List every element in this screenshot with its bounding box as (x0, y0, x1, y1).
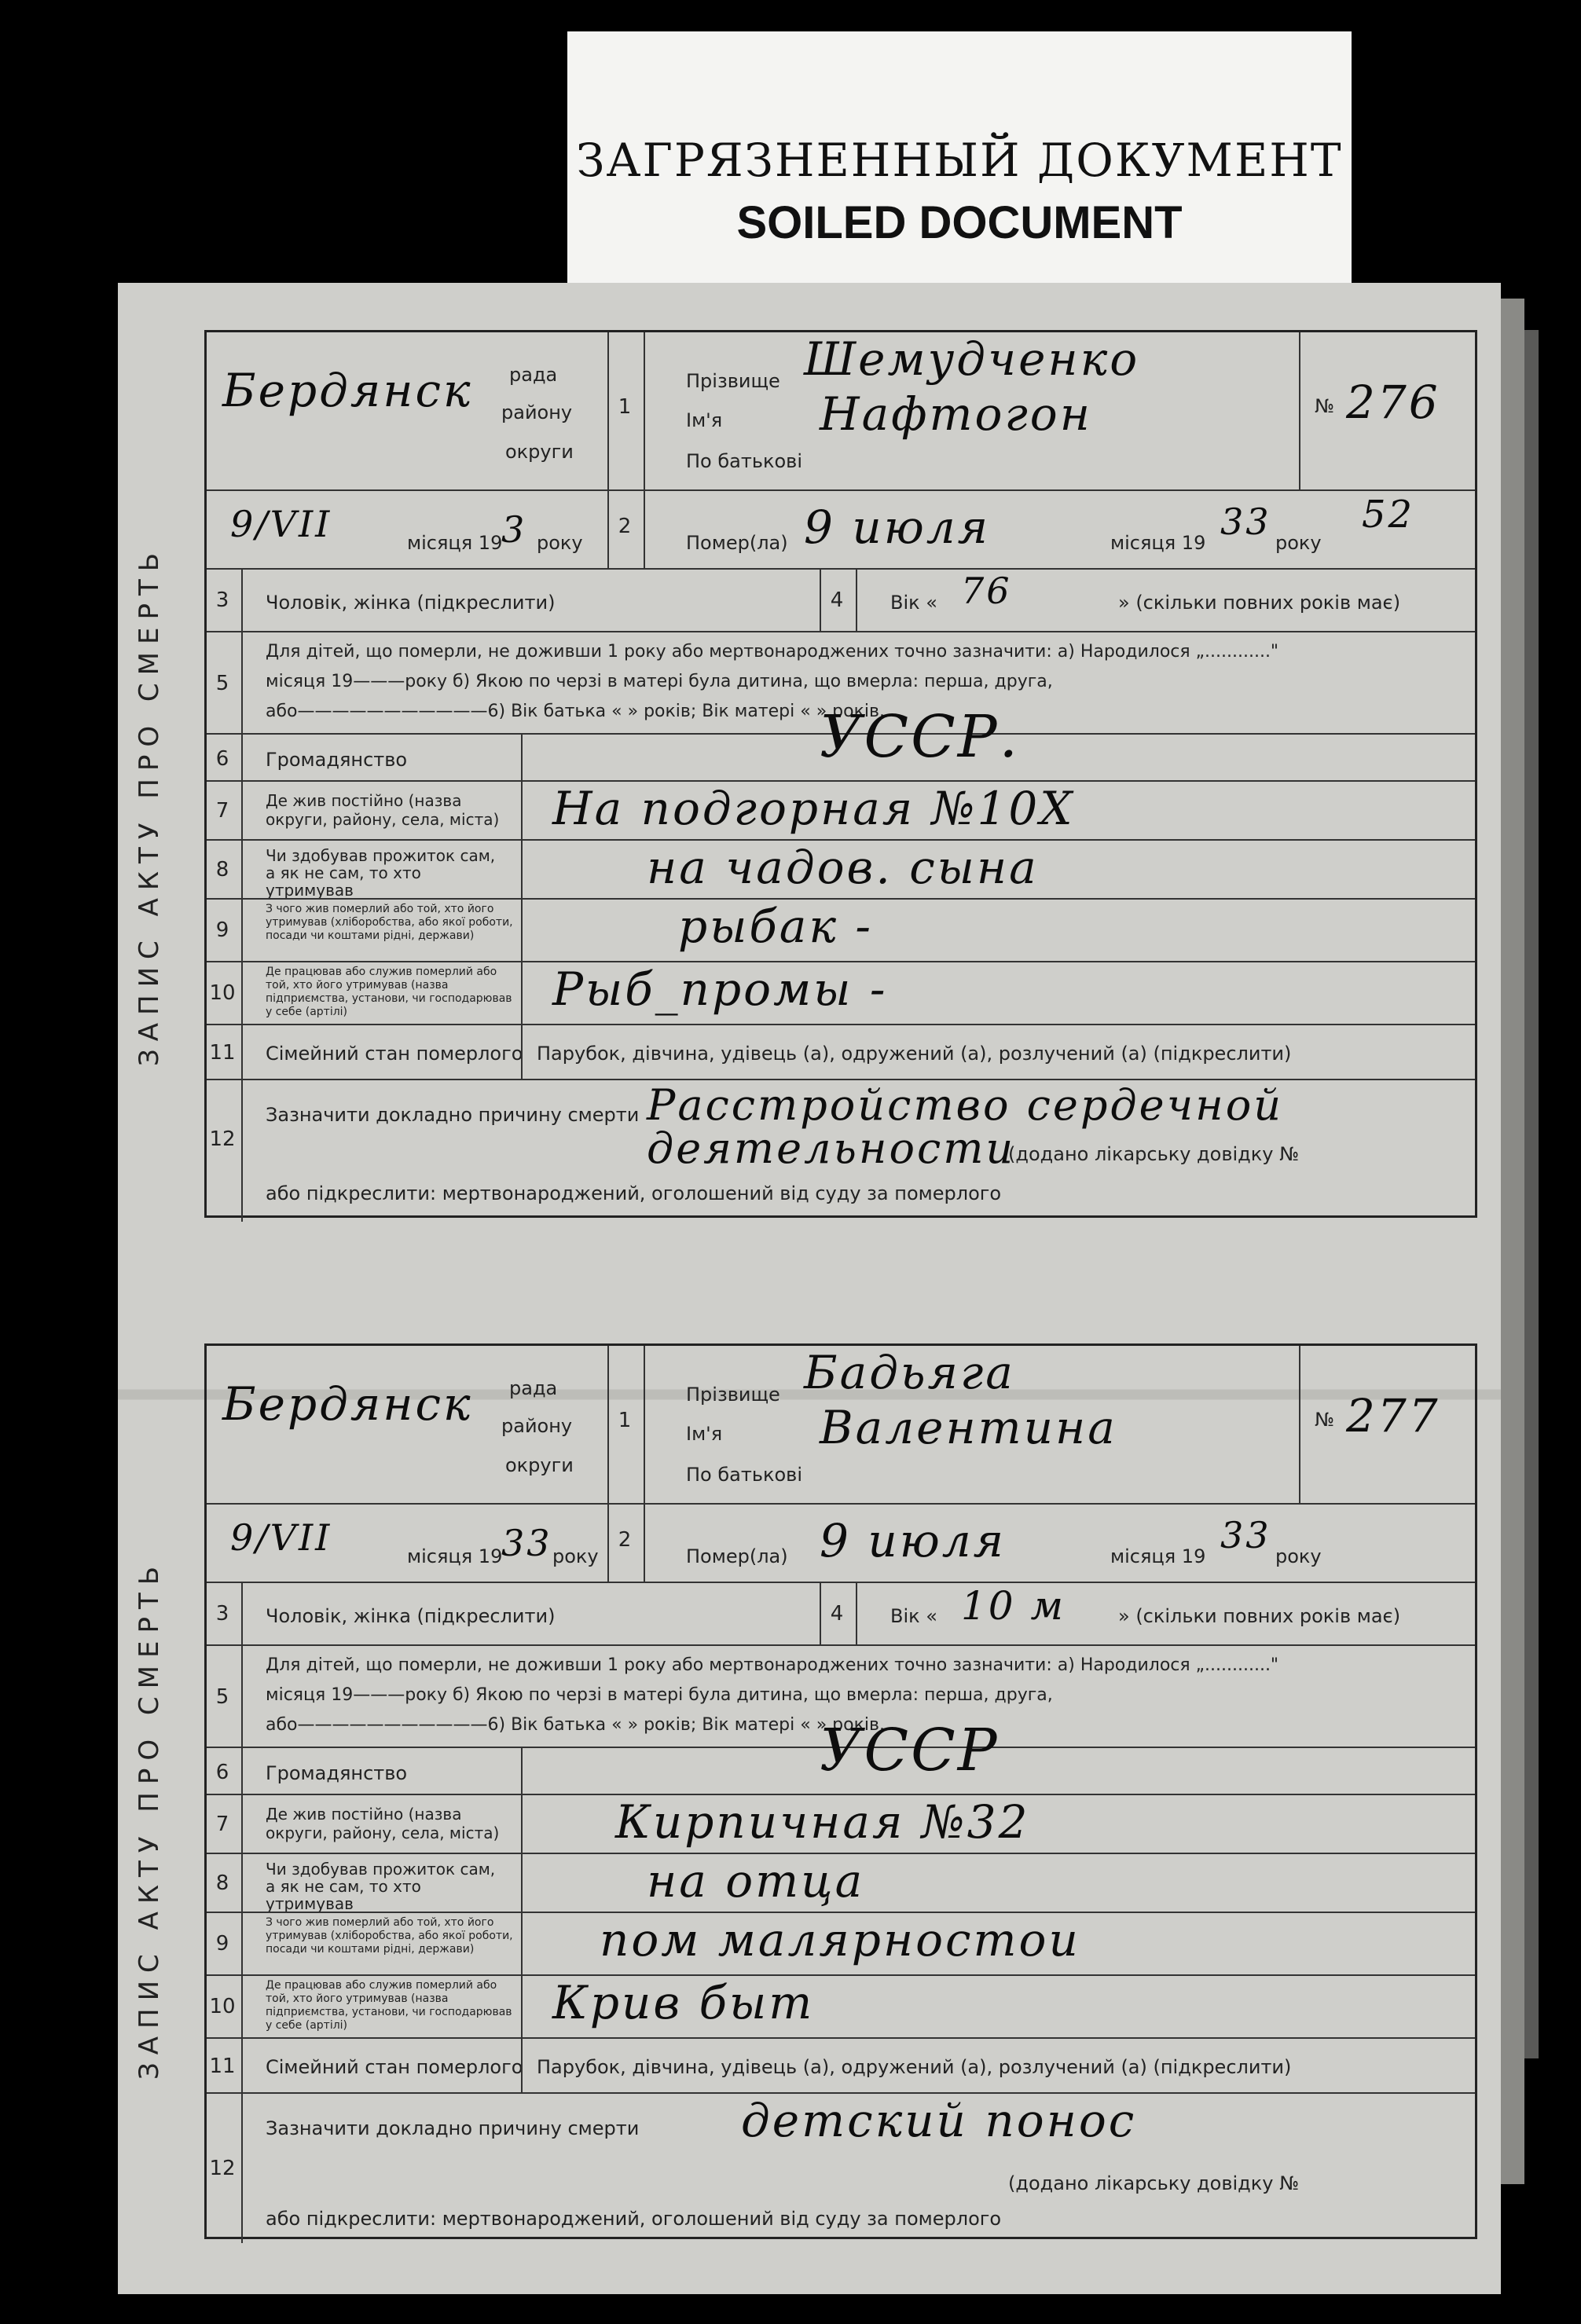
marital-label: Сімейний стан померлого (266, 1043, 523, 1065)
year-label: року (537, 532, 583, 554)
row-dates (207, 1503, 1475, 1582)
paper-edge (1501, 299, 1524, 2184)
death-day: 9 июля (804, 500, 991, 554)
death-month-label: місяця 19 (1110, 532, 1206, 554)
surname-value: Бадьяга (804, 1346, 1015, 1399)
rada-label: рада (509, 1377, 558, 1399)
citizenship-label: Громадянство (266, 749, 408, 771)
row-number: 11 (209, 2055, 236, 2078)
infant-line-1: Для дітей, що померли, не доживши 1 року або мертвонароджених точно зазначити: а) Народилося „............" (266, 1655, 1279, 1675)
raionu-label: району (501, 401, 573, 423)
infant-line-1: Для дітей, що померли, не доживши 1 року або мертвонароджених точно зазначити: а) Народилося „............" (266, 642, 1279, 662)
row-number: 3 (215, 1602, 229, 1626)
living-value: рыбак - (678, 900, 874, 953)
death-year: 33 (1220, 500, 1271, 543)
surname-value: Шемудченко (804, 332, 1140, 386)
rada-label: рада (509, 364, 558, 386)
row-number: 11 (209, 1041, 236, 1065)
record-number: 276 (1346, 376, 1440, 429)
patronymic-label: По батькові (686, 1464, 802, 1486)
residence-label: Де жив постійно (назва округи, району, села, міста) (266, 1805, 500, 1842)
soiled-document-label (567, 31, 1352, 291)
died-label: Помер(ла) (686, 1545, 788, 1567)
age-label: Вік « (890, 1605, 937, 1627)
raionu-label: району (501, 1415, 573, 1437)
cause-footer: або підкреслити: мертвонароджений, оголошений від суду за померлого (266, 1182, 1002, 1204)
row-number: 9 (215, 918, 229, 942)
row-residence (207, 1794, 1475, 1853)
death-record-1 (118, 283, 1501, 1265)
death-year-label: року (1275, 532, 1322, 554)
citizenship-value: УССР (820, 1717, 1000, 1784)
row-residence (207, 780, 1475, 839)
patronymic-label: По батькові (686, 450, 802, 472)
year-label: року (552, 1545, 599, 1567)
cause-footer: або підкреслити: мертвонароджений, оголошений від суду за померлого (266, 2208, 1002, 2230)
infant-line-2: місяця 19———року б) Якою по черзі в матері була дитина, що вмерла: перша, друга, (266, 1685, 1053, 1705)
cause-note: (додано лікарську довідку № (1008, 1143, 1300, 1165)
cause-value-1: Расстройство сердечной (647, 1080, 1284, 1130)
row-number: 3 (215, 588, 229, 612)
number-sign: № (1315, 1409, 1334, 1431)
record-number: 277 (1346, 1389, 1440, 1442)
vertical-title: ЗАПИС АКТУ ПРО СМЕРТЬ (134, 544, 165, 1066)
row-living (207, 1912, 1475, 1974)
row-number: 8 (215, 858, 229, 882)
row-cause (207, 1079, 1475, 1220)
row-number: 7 (215, 1813, 229, 1836)
row-living (207, 898, 1475, 961)
row-number: 12 (209, 1127, 236, 1151)
infant-line-3: або———————————6) Вік батька « » років; Вік матері « » років. (266, 702, 885, 721)
document-sheet (118, 283, 1501, 2294)
residence-value: На подгорная №10Х (552, 782, 1075, 835)
row-marital (207, 1024, 1475, 1079)
death-year: 33 (1220, 1514, 1271, 1556)
cause-value-2: деятельности (647, 1124, 1016, 1173)
sex-label: Чоловік, жінка (підкреслити) (266, 592, 556, 614)
row-dates (207, 489, 1475, 568)
death-day: 9 июля (820, 1514, 1007, 1567)
row-work (207, 1974, 1475, 2037)
place-value: Бердянск (222, 1377, 473, 1431)
row-names (207, 332, 1475, 489)
residence-value: Кирпичная №32 (615, 1795, 1030, 1849)
age-value: 10 м (961, 1583, 1066, 1629)
row-number: 10 (209, 981, 236, 1005)
okruhy-label: округи (505, 441, 574, 463)
row-number: 6 (215, 747, 229, 771)
row-number: 8 (215, 1871, 229, 1895)
month-label: місяця 19 (407, 532, 503, 554)
row-number: 1 (618, 1409, 632, 1432)
record-form (204, 330, 1477, 1218)
support-label: Чи здобував прожиток сам, а як не сам, то хто утримував (266, 1860, 496, 1913)
marital-options: Парубок, дівчина, удівець (а), одружений (а), розлучений (а) (підкреслити) (537, 2056, 1292, 2078)
name-value: Валентина (820, 1401, 1117, 1454)
record-form (204, 1343, 1477, 2239)
infant-line-3: або———————————6) Вік батька « » років; Вік матері « » років. (266, 1715, 885, 1735)
surname-label: Прізвище (686, 370, 780, 392)
living-value: пом малярностои (600, 1913, 1080, 1967)
work-value: Крив быт (552, 1976, 815, 2029)
residence-label: Де жив постійно (назва округи, району, села, міста) (266, 791, 500, 829)
paper-edge-shadow (1524, 330, 1539, 2058)
row-number: 6 (215, 1761, 229, 1784)
vertical-title: ЗАПИС АКТУ ПРО СМЕРТЬ (134, 1558, 165, 2080)
row-number: 4 (830, 588, 844, 612)
month-label: місяця 19 (407, 1545, 503, 1567)
number-sign: № (1315, 395, 1334, 417)
cause-value-1: детский понос (741, 2094, 1137, 2147)
label-russian: ЗАГРЯЗНЕННЫЙ ДОКУМЕНТ (576, 134, 1343, 187)
sex-label: Чоловік, жінка (підкреслити) (266, 1605, 556, 1627)
cause-label: Зазначити докладно причину смерти (266, 1104, 640, 1126)
support-label: Чи здобував прожиток сам, а як не сам, то хто утримував (266, 846, 496, 900)
marital-label: Сімейний стан померлого (266, 2056, 523, 2078)
death-record-2 (118, 1296, 1501, 2278)
row-number: 5 (215, 1685, 229, 1709)
infant-line-2: місяця 19———року б) Якою по черзі в матері була дитина, що вмерла: перша, друга, (266, 672, 1053, 691)
death-year-label: року (1275, 1545, 1322, 1567)
row-number: 2 (618, 1528, 632, 1552)
citizenship-value: УССР. (820, 703, 1021, 771)
row-number: 10 (209, 1995, 236, 2018)
row-number: 12 (209, 2157, 236, 2180)
work-label: Де працював або служив померлий або той, хто його утримував (назва підприємства, установи, чи господарював у себе (артілі) (266, 966, 512, 1018)
died-label: Помер(ла) (686, 532, 788, 554)
registration-year: 33 (501, 1522, 552, 1564)
support-value: на отца (647, 1854, 865, 1908)
age-note: » (скільки повних років має) (1118, 592, 1401, 614)
row-work (207, 961, 1475, 1024)
row-number: 7 (215, 799, 229, 823)
row-cause (207, 2092, 1475, 2242)
row-names (207, 1346, 1475, 1503)
age-note: » (скільки повних років має) (1118, 1605, 1401, 1627)
cause-label: Зазначити докладно причину смерти (266, 2117, 640, 2139)
citizenship-label: Громадянство (266, 1762, 408, 1784)
row-number: 4 (830, 1602, 844, 1626)
row-number: 9 (215, 1932, 229, 1956)
marital-options: Парубок, дівчина, удівець (а), одружений (а), розлучений (а) (підкреслити) (537, 1043, 1292, 1065)
registration-date: 9/VII (230, 503, 332, 545)
living-label: З чого жив померлий або той, хто його утримував (хліборобства, або якої роботи, посади чи коштами рідні, держави) (266, 903, 513, 942)
registration-date: 9/VII (230, 1516, 332, 1559)
living-label: З чого жив померлий або той, хто його утримував (хліборобства, або якої роботи, посади чи коштами рідні, держави) (266, 1916, 513, 1956)
place-value: Бердянск (222, 364, 473, 417)
row-support (207, 839, 1475, 898)
age-label: Вік « (890, 592, 937, 614)
age-value: 76 (961, 570, 1012, 612)
surname-label: Прізвище (686, 1384, 780, 1406)
row-number: 1 (618, 395, 632, 419)
row-number: 5 (215, 672, 229, 695)
work-value: Рыб_промы - (552, 962, 888, 1016)
row-sex-age (207, 1582, 1475, 1644)
death-month-label: місяця 19 (1110, 1545, 1206, 1567)
row-number: 2 (618, 515, 632, 538)
work-label: Де працював або служив померлий або той, хто його утримував (назва підприємства, установи, чи господарював у себе (артілі) (266, 1979, 512, 2032)
name-label: Ім'я (686, 409, 723, 431)
margin-note: 52 (1362, 493, 1415, 537)
name-label: Ім'я (686, 1423, 723, 1445)
row-support (207, 1853, 1475, 1912)
registration-year: 3 (501, 508, 527, 551)
okruhy-label: округи (505, 1454, 574, 1476)
name-value: Нафтогон (820, 387, 1092, 441)
label-english: SOILED DOCUMENT (736, 197, 1183, 248)
row-marital (207, 2037, 1475, 2092)
row-sex-age (207, 568, 1475, 631)
cause-note: (додано лікарську довідку № (1008, 2172, 1300, 2194)
support-value: на чадов. сына (647, 841, 1039, 894)
